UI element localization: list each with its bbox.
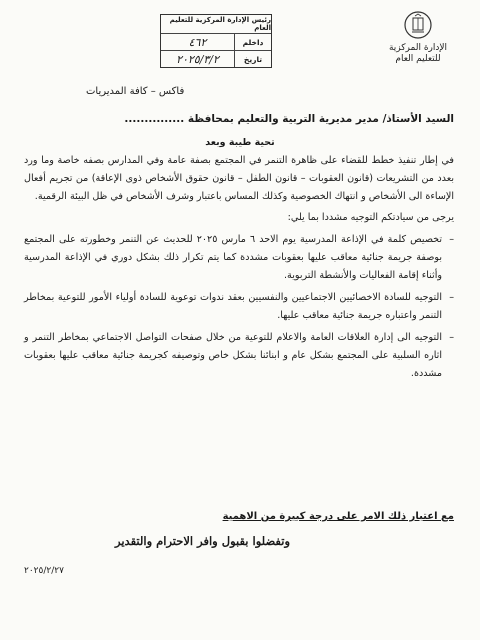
closing-note: مع اعتبار ذلك الامر على درجة كبيرة من الاهمية [222,511,454,522]
letter-date: ٢٠٢٥/٢/٢٧ [24,566,64,576]
list-item: – التوجيه للسادة الاخصائيين الاجتماعيين والنفسيين بعقد ندوات توعوية للسادة أولياء الأمور للتوعية بمخاطر التنمر واعتباره جريمة جنائية معاقب عليها. [24,289,454,325]
stamp-date-label: تاريخ [234,51,271,67]
stamp-number-value: ٤٦٢ [188,35,207,49]
fax-line: فاكس – كافة المديريات [86,86,185,97]
org-name-line2: للتعليم العام [395,54,441,64]
stamp-date-value: ٢٠٢٥/٣/٢ [176,52,219,66]
addressee: السيد الأستاذ/ مدير مديرية التربية والتعليم بمحافظة ............... [124,113,454,125]
list-item: – التوجيه الى إدارة العلاقات العامة والاعلام للتوعية من خلال صفحات التواصل الاجتماعي بمخاطر التنمر و اثاره السلبية على المجتمع بشكل عام و ابنائنا بشكل خاص وتوصيفه كجريمة جنائية معاقب عليها بعقوبات مشددة. [24,329,454,383]
closing-salutation: وتفضلوا بقبول وافر الاحترام والتقدير [115,534,290,548]
intro-paragraph: في إطار تنفيذ خطط للقضاء على ظاهرة التنمر في المجتمع بصفة عامة وفي المدارس بصفه خاصة وما ورد بعدد من التشريعات (قانون العقوبات – قانون الطفل – قانون حقوق الأشخاص ذوى الإعاقة) من تجريم أفعال الإساءة الى الأشخاص و انتهاك الخصوصية وكذلك المساس باعتبار وشرف الأشخاص في ظل البيئة الرقمية. [24,155,454,202]
request-line: يرجى من سيادتكم التوجيه مشددا بما يلي: [287,212,454,223]
directives-list [24,231,454,383]
ministry-emblem-icon [403,10,433,40]
list-item: – تخصيص كلمة في الإذاعة المدرسية يوم الاحد ٦ مارس ٢٠٢٥ للحديث عن التنمر وخطورته على المجتمع بوصفة جريمة جنائية معاقب عليها بعقوبات مشددة كما يتم تكرار ذلك بشكل دوري في الإذاعة المدرسية وأثناء إقامة الفعاليات والأنشطة التربوية. [24,231,454,285]
org-name-line1: الإدارة المركزية [388,43,448,53]
greeting: تحية طيبة وبعد [205,137,275,148]
received-stamp [160,14,272,68]
letterhead [370,10,466,65]
stamp-number-label: داخلم [234,34,271,50]
letter-body [24,152,454,387]
stamp-title: رئيس الإدارة المركزية للتعليم العام [161,15,271,34]
